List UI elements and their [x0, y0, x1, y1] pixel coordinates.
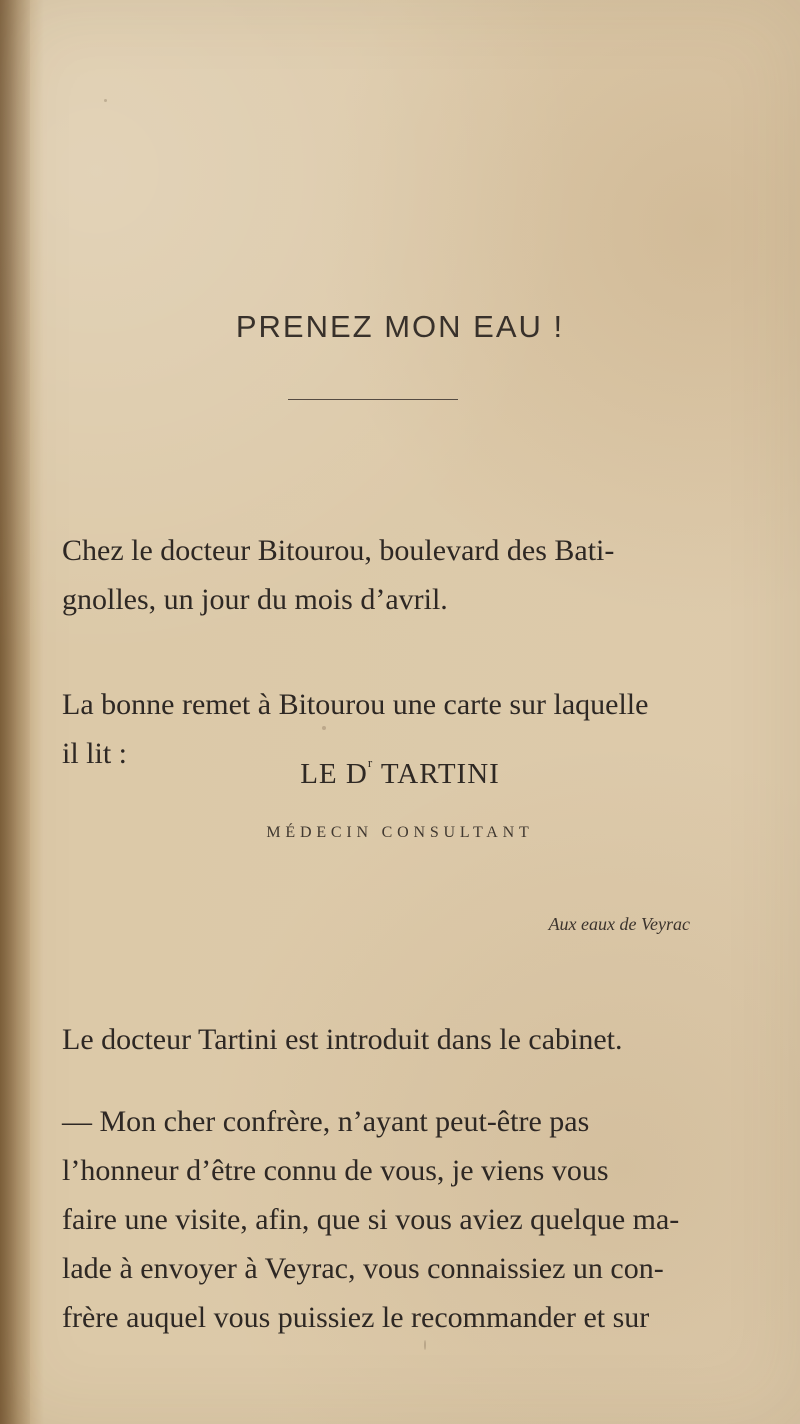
paragraph-line: faire une visite, afin, que si vous aviez quelque ma-: [62, 1203, 680, 1236]
paragraph-line: Le docteur Tartini est introduit dans le cabinet.: [62, 1023, 623, 1056]
visiting-card-name: [0, 755, 800, 791]
paragraph-line: il lit :: [62, 737, 128, 770]
paragraph-line: gnolles, un jour du mois d’avril.: [62, 583, 448, 616]
page-edge-shadow: [0, 0, 30, 1424]
dialogue-paragraph: [62, 1097, 742, 1342]
paragraph-line: frère auquel vous puissiez le recommander et sur: [62, 1301, 650, 1334]
doctor-abbreviation-superscript: r: [367, 755, 374, 771]
paragraph-line: La bonne remet à Bitourou une carte sur laquelle: [62, 688, 649, 721]
paragraph-line: lade à envoyer à Veyrac, vous connaissiez un con-: [62, 1252, 664, 1285]
opening-paragraph: [62, 526, 742, 624]
paper-speck: [104, 99, 107, 102]
paragraph-line: l’honneur d’être connu de vous, je viens vous: [62, 1154, 609, 1187]
paragraph-line: Chez le docteur Bitourou, boulevard des Bati-: [62, 534, 615, 567]
page-title: PRENEZ MON EAU !: [235, 309, 565, 344]
visiting-card-location: Aux eaux de Veyrac: [548, 914, 690, 934]
arrival-paragraph: [62, 1015, 742, 1064]
paragraph-line: — Mon cher confrère, n’ayant peut-être pas: [62, 1105, 590, 1138]
card-name-suffix: TARTINI: [373, 758, 500, 790]
title-rule: [288, 399, 458, 400]
visiting-card-title: MÉDECIN CONSULTANT: [266, 824, 534, 841]
card-name-prefix: LE D: [300, 758, 368, 790]
